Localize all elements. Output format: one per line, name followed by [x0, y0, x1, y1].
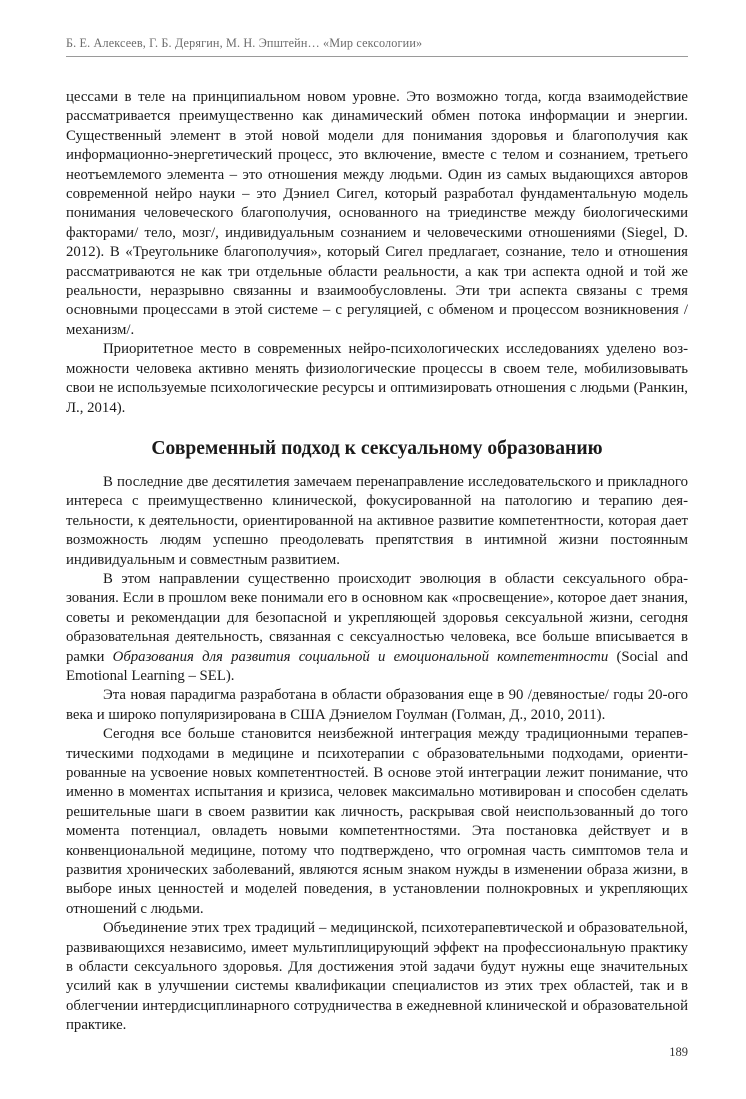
- paragraph: Эта новая парадигма разработана в области образования еще в 90 /девяностые/ годы 20-ого века и широко популяризирована в США Дэниелом Гоулман (Голман, Д., 2010, 2011).: [66, 687, 688, 723]
- paragraph: цессами в теле на принципиальном новом уровне. Это возможно тогда, когда взаимодействие рассматривается преимущественно как динамический обмен потока информации и энергии. Существенный элемент в этой новой модели для понимания здоровья и благополучия как информационно-энергетический процесс, это включение, вместе с телом и сознанием, третьего неотъемлемого элемента – это отношения между людьми. Один из самых выдающихся авторов современной нейро науки – это Дэниел Сигел, который разработал фундаментальную модель понимания человеческого благополучия, основанного на триединстве между биологическими факторами/ тело, мозг/, индивидуальным сознанием и человеческими отношениями (Siegel, D. 2012). В «Треугольнике благополучия», который Сигел предлагает, сознание, тело и отношения рассматриваются не как три отдельные области реальности, а как три аспекта одной и той же реальности, неразрывно связанны и взаимообусловлены. Эти три аспекта связаны с тремя основными процессами в этой системе – с регуляцией, с обменом и процессом возникновения / механизм/.: [66, 89, 688, 338]
- paragraph: Объединение этих трех традиций – медицинской, психотерапевтической и образовательной, развивающихся независимо, имеет мультиплицирующий эффект на профессиональную практику в области сексуального здоровья. Для достижения этой задачи будут нужны еще значительных усилий как в улучшении системы квалификации специалистов из этих трех областей, так и в облегчении интердисциплинарного сотрудничества в ежедневной клинической и образовательной практике.: [66, 920, 688, 1034]
- paragraph-text: (Social and Emotional Learning – SEL).: [66, 648, 688, 684]
- page-body: [66, 88, 688, 1036]
- paragraph: [66, 570, 688, 686]
- paragraph: В последние две десятилетия замечаем перенаправление исследовательского и прикладного интереса с преимущественно клинической, фокусированной на патологию и терапию деятельности, к деятельности, ориентированной на активное развитие компетентности, которая дает возможность людям успешно преодолевать препятствия в интимной жизни постоянным индивидуальным и совместным развитием.: [66, 473, 688, 568]
- paragraph: Сегодня все больше становится неизбежной интеграция между традиционными терапевтическими подходами в медицине и психотерапии с образовательными подходами, ориентированные на усвоение новых компетентностей. В основе этой интеграции лежит понимание, что именно в моментах испытания и кризиса, человек максимально мотивирован и способен сделать решительные шаги в своем развитии как личность, раскрывая свой неиспользованный до того момента потенциал, овладеть новыми компетентностями. Эта постановка действует и в конвенциональной медицине, потому что подтверждено, что огромная часть симптомов тела и развития хронических заболеваний, являются ясным знаком нужды в изменении образа жизни, в выборе иных ценностей и моделей поведения, в установлении полнокровных и укрепляющих отношений с людьми.: [66, 726, 688, 917]
- paragraph-text: В этом направлении существенно происходит эволюция в области сексуального образования. Если в прошлом веке понимали его в основном как «просвещение», которое дает знания, советы и рекомендации для безопасной и укрепляющей здоровья сексуальной жизни, сегодня образовательная деятельность, связанная с сексуалностью человека, все больше вписывается в рамки: [66, 570, 688, 665]
- paragraph: Приоритетное место в современных нейро-психологических исследованиях уделено возможности человека активно менять физиологические процессы в своем теле, мобилизовывать свои не используемые психологические ресурсы и оптимизировать отношения с людьми (Ранкин, Л., 2014).: [66, 341, 688, 416]
- page-number: 189: [669, 1045, 688, 1059]
- section-heading: Современный подход к сексуальному образованию: [151, 437, 603, 459]
- running-header: Б. Е. Алексеев, Г. Б. Дерягин, М. Н. Эпштейн… «Мир сексологии»: [66, 36, 423, 50]
- header-divider: [66, 56, 688, 57]
- italic-term: Образования для развития социальной и емоциональной компетентности: [112, 648, 609, 665]
